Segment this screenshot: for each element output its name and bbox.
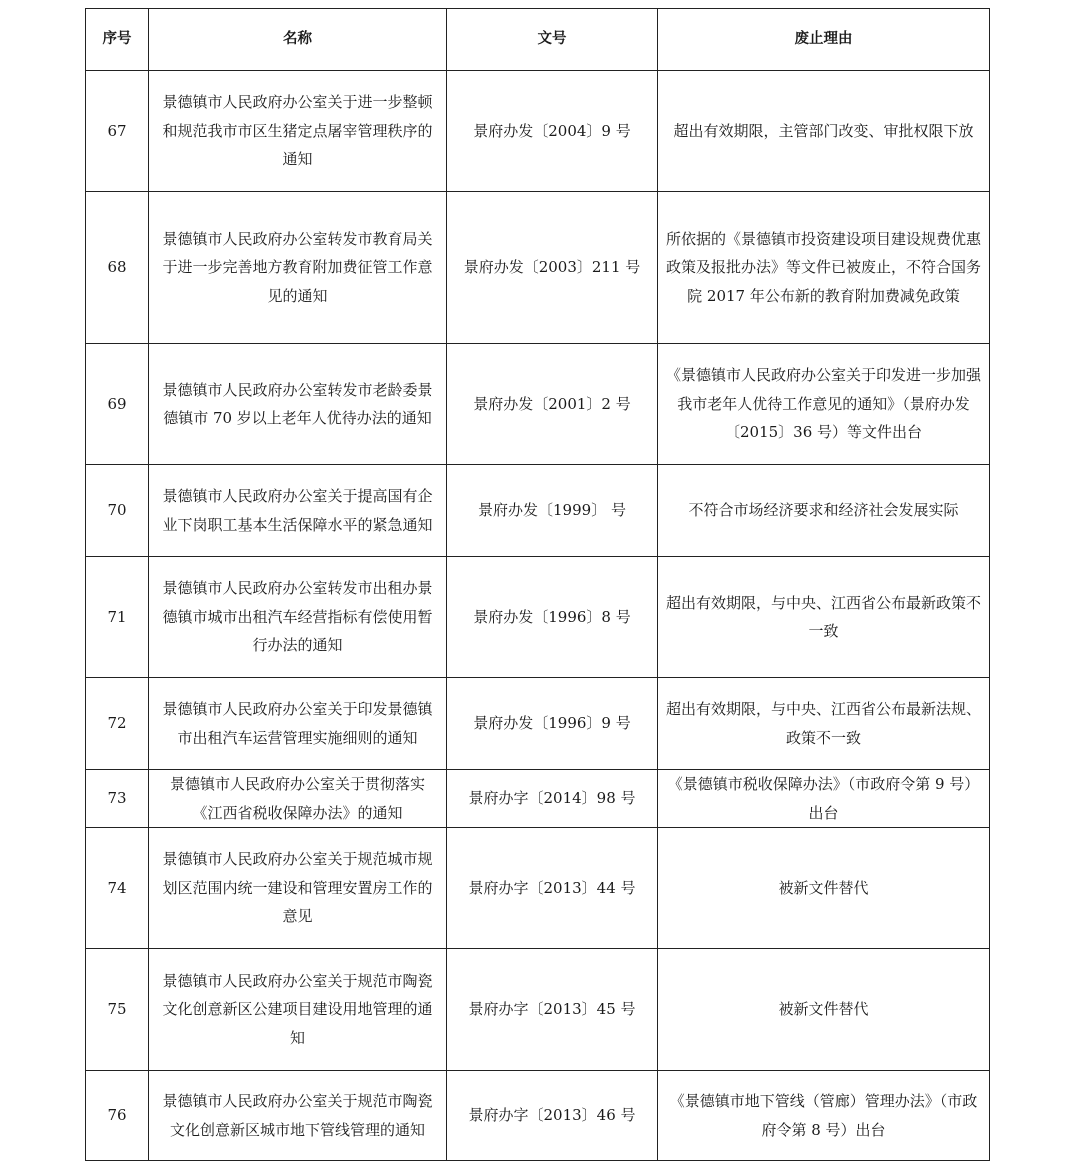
row-serial: 75 <box>86 949 149 1071</box>
table-header-row <box>86 9 990 71</box>
row-abolish-reason: 《景德镇市税收保障办法》（市政府令第 9 号）出台 <box>658 770 990 828</box>
row-doc-number: 景府办字〔2013〕45 号 <box>447 949 658 1071</box>
row-doc-name: 景德镇市人民政府办公室关于提高国有企业下岗职工基本生活保障水平的紧急通知 <box>149 465 447 557</box>
row-abolish-reason: 被新文件替代 <box>658 828 990 949</box>
row-doc-name: 景德镇市人民政府办公室转发市出租办景德镇市城市出租汽车经营指标有偿使用暂行办法的通知 <box>149 557 447 678</box>
table-row <box>86 770 990 828</box>
header-serial: 序号 <box>86 9 149 71</box>
table-row <box>86 949 990 1071</box>
row-serial: 70 <box>86 465 149 557</box>
row-abolish-reason: 超出有效期限，与中央、江西省公布最新政策不一致 <box>658 557 990 678</box>
row-doc-name: 景德镇市人民政府办公室关于印发景德镇市出租汽车运营管理实施细则的通知 <box>149 678 447 770</box>
table-row <box>86 828 990 949</box>
table-row <box>86 678 990 770</box>
table-row <box>86 557 990 678</box>
row-serial: 74 <box>86 828 149 949</box>
row-serial: 73 <box>86 770 149 828</box>
row-serial: 71 <box>86 557 149 678</box>
row-abolish-reason: 不符合市场经济要求和经济社会发展实际 <box>658 465 990 557</box>
table-row <box>86 465 990 557</box>
row-doc-number: 景府办发〔1996〕9 号 <box>447 678 658 770</box>
row-doc-name: 景德镇市人民政府办公室转发市教育局关于进一步完善地方教育附加费征管工作意见的通知 <box>149 192 447 344</box>
header-abolish-reason: 废止理由 <box>658 9 990 71</box>
row-serial: 67 <box>86 71 149 192</box>
row-doc-number: 景府办字〔2014〕98 号 <box>447 770 658 828</box>
row-doc-name: 景德镇市人民政府办公室关于规范城市规划区范围内统一建设和管理安置房工作的意见 <box>149 828 447 949</box>
table-row <box>86 71 990 192</box>
table-row <box>86 1071 990 1161</box>
row-abolish-reason: 所依据的《景德镇市投资建设项目建设规费优惠政策及报批办法》等文件已被废止，不符合国务院 2017 年公布新的教育附加费减免政策 <box>658 192 990 344</box>
row-doc-name: 景德镇市人民政府办公室关于规范市陶瓷文化创意新区城市地下管线管理的通知 <box>149 1071 447 1161</box>
row-doc-name: 景德镇市人民政府办公室转发市老龄委景德镇市 70 岁以上老年人优待办法的通知 <box>149 344 447 465</box>
row-doc-name: 景德镇市人民政府办公室关于进一步整顿和规范我市市区生猪定点屠宰管理秩序的通知 <box>149 71 447 192</box>
row-doc-number: 景府办字〔2013〕44 号 <box>447 828 658 949</box>
row-abolish-reason: 《景德镇市地下管线（管廊）管理办法》（市政府令第 8 号）出台 <box>658 1071 990 1161</box>
row-doc-number: 景府办发〔1996〕8 号 <box>447 557 658 678</box>
row-abolish-reason: 被新文件替代 <box>658 949 990 1071</box>
table-row <box>86 192 990 344</box>
row-doc-name: 景德镇市人民政府办公室关于贯彻落实《江西省税收保障办法》的通知 <box>149 770 447 828</box>
row-doc-number: 景府办发〔1999〕 号 <box>447 465 658 557</box>
row-doc-number: 景府办发〔2004〕9 号 <box>447 71 658 192</box>
row-doc-number: 景府办发〔2001〕2 号 <box>447 344 658 465</box>
header-name: 名称 <box>149 9 447 71</box>
row-serial: 68 <box>86 192 149 344</box>
row-abolish-reason: 超出有效期限，与中央、江西省公布最新法规、政策不一致 <box>658 678 990 770</box>
row-serial: 69 <box>86 344 149 465</box>
abolished-documents-table <box>85 8 990 1161</box>
row-abolish-reason: 《景德镇市人民政府办公室关于印发进一步加强我市老年人优待工作意见的通知》（景府办发〔2015〕36 号）等文件出台 <box>658 344 990 465</box>
row-serial: 76 <box>86 1071 149 1161</box>
row-doc-name: 景德镇市人民政府办公室关于规范市陶瓷文化创意新区公建项目建设用地管理的通知 <box>149 949 447 1071</box>
row-doc-number: 景府办发〔2003〕211 号 <box>447 192 658 344</box>
row-abolish-reason: 超出有效期限，主管部门改变、审批权限下放 <box>658 71 990 192</box>
row-doc-number: 景府办字〔2013〕46 号 <box>447 1071 658 1161</box>
row-serial: 72 <box>86 678 149 770</box>
table-row <box>86 344 990 465</box>
header-doc-number: 文号 <box>447 9 658 71</box>
